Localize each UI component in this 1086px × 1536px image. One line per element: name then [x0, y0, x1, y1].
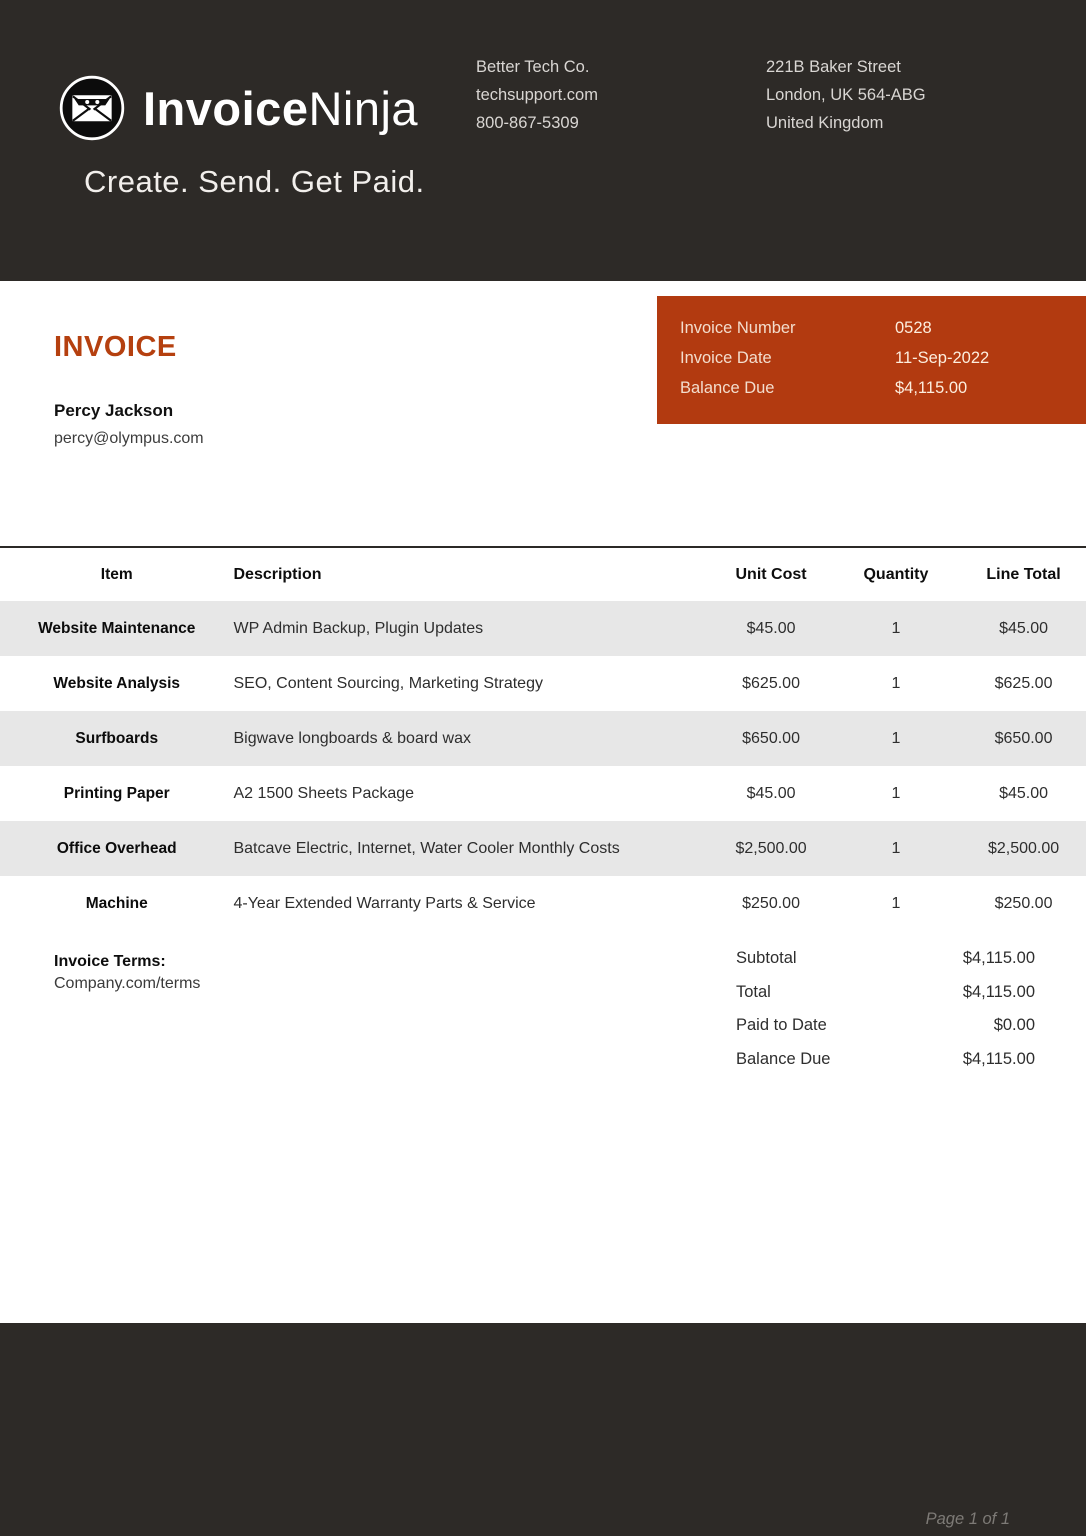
invoice-ninja-logo-icon	[58, 74, 126, 142]
line-total-cell: $650.00	[961, 711, 1086, 766]
unit-cost-cell: $650.00	[711, 711, 830, 766]
paid-to-date-row	[736, 1009, 1035, 1043]
column-header-description: Description	[233, 547, 711, 601]
invoice-terms	[54, 951, 200, 995]
unit-cost-cell: $2,500.00	[711, 821, 830, 876]
page-number: Page 1 of 1	[925, 1510, 1010, 1528]
subtotal-row	[736, 942, 1035, 976]
line-total-cell: $45.00	[961, 601, 1086, 656]
client-email: percy@olympus.com	[54, 430, 204, 447]
unit-cost-cell: $250.00	[711, 876, 830, 931]
quantity-cell: 1	[831, 821, 961, 876]
description-cell: WP Admin Backup, Plugin Updates	[233, 601, 711, 656]
client-name: Percy Jackson	[54, 401, 174, 420]
item-cell: Website Maintenance	[0, 601, 233, 656]
invoice-date-label: Invoice Date	[680, 349, 772, 367]
brand	[58, 74, 418, 142]
description-cell: Batcave Electric, Internet, Water Cooler Monthly Costs	[233, 821, 711, 876]
table-row	[0, 766, 1086, 821]
table-row	[0, 876, 1086, 931]
invoice-number-row	[680, 313, 1086, 343]
address-line1: 221B Baker Street	[766, 58, 901, 76]
item-cell: Printing Paper	[0, 766, 233, 821]
unit-cost-cell: $625.00	[711, 656, 830, 711]
quantity-cell: 1	[831, 876, 961, 931]
unit-cost-cell: $45.00	[711, 601, 830, 656]
line-total-cell: $625.00	[961, 656, 1086, 711]
table-row	[0, 601, 1086, 656]
invoice-terms-label: Invoice Terms:	[54, 953, 166, 970]
totals-summary	[736, 942, 1035, 1076]
description-cell: SEO, Content Sourcing, Marketing Strategy	[233, 656, 711, 711]
table-row	[0, 656, 1086, 711]
table-header-row	[0, 547, 1086, 601]
balance-due-label: Balance Due	[680, 379, 775, 397]
table-row	[0, 711, 1086, 766]
total-row	[736, 976, 1035, 1010]
description-cell: Bigwave longboards & board wax	[233, 711, 711, 766]
subtotal-label: Subtotal	[736, 949, 797, 968]
invoice-number-value: 0528	[895, 319, 932, 337]
unit-cost-cell: $45.00	[711, 766, 830, 821]
column-header-quantity: Quantity	[831, 547, 961, 601]
total-label: Total	[736, 982, 771, 1001]
brand-name-bold: Invoice	[143, 81, 309, 135]
line-total-cell: $250.00	[961, 876, 1086, 931]
quantity-cell: 1	[831, 766, 961, 821]
total-value: $4,115.00	[962, 982, 1035, 1001]
item-cell: Machine	[0, 876, 233, 931]
item-cell: Surfboards	[0, 711, 233, 766]
address-line3: United Kingdom	[766, 114, 884, 132]
description-cell: A2 1500 Sheets Package	[233, 766, 711, 821]
footer	[0, 1323, 1086, 1536]
balance-due-summary-value: $4,115.00	[962, 1050, 1035, 1069]
quantity-cell: 1	[831, 656, 961, 711]
brand-name	[143, 81, 418, 136]
item-cell: Office Overhead	[0, 821, 233, 876]
company-address	[766, 53, 926, 137]
company-name: Better Tech Co.	[476, 58, 590, 76]
header	[0, 0, 1086, 281]
company-phone: 800-867-5309	[476, 114, 579, 132]
balance-due-value: $4,115.00	[895, 379, 968, 397]
company-website: techsupport.com	[476, 86, 598, 104]
quantity-cell: 1	[831, 711, 961, 766]
column-header-line-total: Line Total	[961, 547, 1086, 601]
brand-tagline: Create. Send. Get Paid.	[84, 164, 425, 199]
paid-to-date-value: $0.00	[993, 1016, 1035, 1035]
column-header-unit-cost: Unit Cost	[711, 547, 830, 601]
invoice-number-label: Invoice Number	[680, 319, 796, 337]
line-total-cell: $2,500.00	[961, 821, 1086, 876]
description-cell: 4-Year Extended Warranty Parts & Service	[233, 876, 711, 931]
invoice-date-row	[680, 343, 1086, 373]
balance-due-summary-label: Balance Due	[736, 1050, 831, 1069]
balance-due-row	[680, 373, 1086, 403]
address-line2: London, UK 564-ABG	[766, 86, 926, 104]
invoice-terms-value: Company.com/terms	[54, 975, 201, 992]
table-row	[0, 821, 1086, 876]
subtotal-value: $4,115.00	[962, 949, 1035, 968]
item-cell: Website Analysis	[0, 656, 233, 711]
balance-due-summary-row	[736, 1043, 1035, 1077]
quantity-cell: 1	[831, 601, 961, 656]
brand-name-light: Ninja	[308, 81, 419, 135]
line-total-cell: $45.00	[961, 766, 1086, 821]
page-title: INVOICE	[54, 331, 177, 363]
line-items-table	[0, 546, 1086, 931]
invoice-date-value: 11-Sep-2022	[895, 349, 990, 367]
paid-to-date-label: Paid to Date	[736, 1016, 827, 1035]
company-info	[476, 53, 598, 137]
invoice-meta-box	[657, 296, 1086, 424]
column-header-item: Item	[0, 547, 233, 601]
